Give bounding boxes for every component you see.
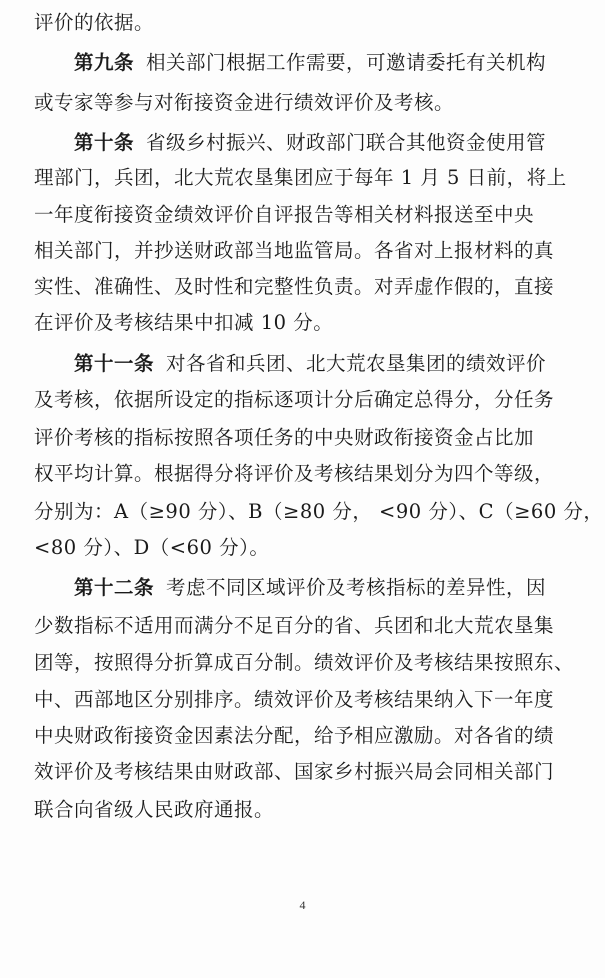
line-text: 权平均计算。根据得分将评价及考核结果划分为四个等级， xyxy=(34,462,555,485)
article-heading: 第十一条 xyxy=(74,352,155,375)
text-line xyxy=(0,233,605,269)
text-line xyxy=(0,570,605,606)
text-line xyxy=(0,45,605,81)
line-text: 相关部门，并抄送财政部当地监管局。各省对上报材料的真 xyxy=(34,239,555,262)
text-line xyxy=(0,494,605,530)
article-heading: 第十二条 xyxy=(74,576,155,599)
line-text: 联合向省级人民政府通报。 xyxy=(34,798,275,821)
line-text: 效评价及考核结果由财政部、国家乡村振兴局会同相关部门 xyxy=(34,760,555,783)
line-text: 一年度衔接资金绩效评价自评报告等相关材料报送至中央 xyxy=(34,203,535,226)
line-text: 评价的依据。 xyxy=(34,11,155,34)
line-text: 实性、准确性、及时性和完整性负责。对弄虚作假的，直接 xyxy=(34,275,555,298)
text-line xyxy=(0,382,605,418)
line-text: 及考核，依据所设定的指标逐项计分后确定总得分，分任务 xyxy=(34,388,555,411)
line-text: 中、西部地区分别排序。绩效评价及考核结果纳入下一年度 xyxy=(34,688,555,711)
text-line xyxy=(0,305,605,341)
line-text: 中央财政衔接资金因素法分配，给予相应激励。对各省的绩 xyxy=(34,724,555,747)
line-text: 相关部门根据工作需要，可邀请委托有关机构 xyxy=(146,51,547,74)
text-line xyxy=(0,792,605,828)
line-text: 少数指标不适用而满分不足百分的省、兵团和北大荒农垦集 xyxy=(34,614,555,637)
line-text: 团等，按照得分折算成百分制。绩效评价及考核结果按照东、 xyxy=(34,651,575,674)
line-text: 评价考核的指标按照各项任务的中央财政衔接资金占比加 xyxy=(34,426,535,449)
text-line xyxy=(0,85,605,121)
article-heading: 第九条 xyxy=(74,51,135,74)
article-heading: 第十条 xyxy=(74,131,135,154)
text-line xyxy=(0,346,605,382)
text-line xyxy=(0,125,605,161)
text-line xyxy=(0,160,605,196)
text-line xyxy=(0,269,605,305)
text-line xyxy=(0,530,605,566)
text-line xyxy=(0,608,605,644)
line-text: 分别为：A（≥90 分）、B（≥80 分， <90 分）、C（≥60 分， xyxy=(34,500,604,523)
line-text: <80 分）、D（<60 分）。 xyxy=(34,536,270,559)
text-line xyxy=(0,5,605,41)
line-text: 或专家等参与对衔接资金进行绩效评价及考核。 xyxy=(34,91,455,114)
text-line xyxy=(0,718,605,754)
line-text: 对各省和兵团、北大荒农垦集团的绩效评价 xyxy=(166,352,547,375)
text-line xyxy=(0,420,605,456)
text-line xyxy=(0,754,605,790)
text-line xyxy=(0,645,605,681)
text-line xyxy=(0,682,605,718)
page-number: 4 xyxy=(299,898,306,912)
line-text: 省级乡村振兴、财政部门联合其他资金使用管 xyxy=(146,131,547,154)
line-text: 考虑不同区域评价及考核指标的差异性，因 xyxy=(166,576,547,599)
text-line xyxy=(0,197,605,233)
line-text: 在评价及考核结果中扣减 10 分。 xyxy=(34,311,334,334)
line-text: 理部门，兵团，北大荒农垦集团应于每年 1 月 5 日前，将上 xyxy=(34,166,567,189)
text-line xyxy=(0,456,605,492)
